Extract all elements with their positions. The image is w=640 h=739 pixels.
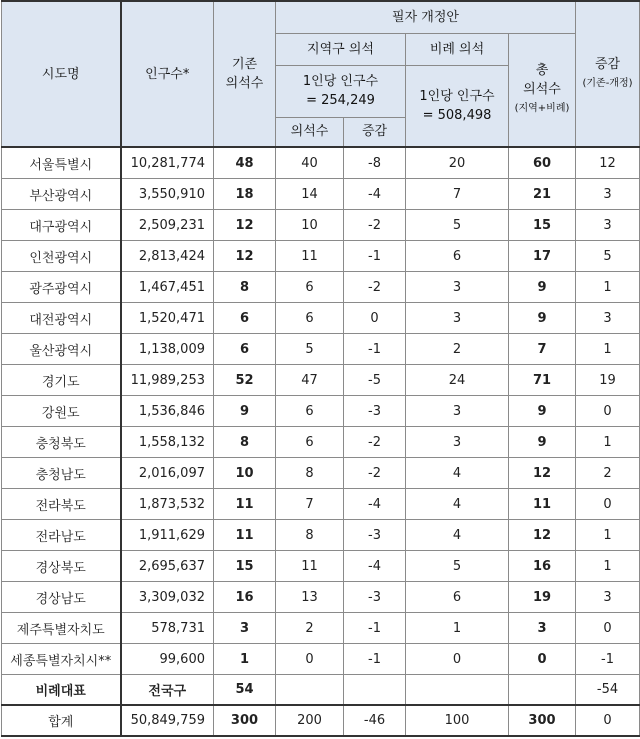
cell-region: 제주특별자치도	[2, 613, 121, 644]
cell-total-seats: 7	[509, 334, 576, 365]
cell-district-seats: 13	[276, 582, 344, 613]
cell-proportional-seats: 0	[406, 644, 509, 675]
cell-population: 1,520,471	[121, 303, 214, 334]
header-net-change: 증감 (기존-개정)	[576, 1, 640, 147]
cell-population: 1,536,846	[121, 396, 214, 427]
header-district-quota: 1인당 인구수 = 254,249	[276, 65, 406, 117]
cell-district-change: -3	[344, 396, 406, 427]
cell-net-change: 3	[576, 179, 640, 210]
cell-total-seats: 12	[509, 458, 576, 489]
cell-total-seats: 71	[509, 365, 576, 396]
cell-region: 인천광역시	[2, 241, 121, 272]
cell-total-seats: 17	[509, 241, 576, 272]
cell-existing-seats: 16	[214, 582, 276, 613]
cell-district-seats: 47	[276, 365, 344, 396]
cell-district-change: -4	[344, 179, 406, 210]
cell-district-change: -3	[344, 582, 406, 613]
table-row	[2, 334, 640, 365]
cell-district-change: -2	[344, 272, 406, 303]
cell-population: 10,281,774	[121, 147, 214, 179]
cell-population: 99,600	[121, 644, 214, 675]
cell-region: 충청북도	[2, 427, 121, 458]
cell-district-seats: 200	[276, 705, 344, 736]
cell-region: 울산광역시	[2, 334, 121, 365]
cell-existing-seats: 15	[214, 551, 276, 582]
cell-existing-seats: 300	[214, 705, 276, 736]
cell-existing-seats: 12	[214, 210, 276, 241]
cell-total-seats: 12	[509, 520, 576, 551]
cell-proportional-seats: 6	[406, 582, 509, 613]
cell-net-change: 1	[576, 551, 640, 582]
cell-district-seats: 6	[276, 396, 344, 427]
header-seats: 의석수	[276, 117, 344, 147]
cell-net-change: 12	[576, 147, 640, 179]
cell-region: 광주광역시	[2, 272, 121, 303]
cell-district-change: -4	[344, 551, 406, 582]
cell-empty	[509, 675, 576, 706]
cell-district-seats: 6	[276, 303, 344, 334]
cell-population: 3,309,032	[121, 582, 214, 613]
cell-existing-seats: 9	[214, 396, 276, 427]
table-row	[2, 210, 640, 241]
cell-net-change: 0	[576, 489, 640, 520]
cell-proportional-seats: 20	[406, 147, 509, 179]
cell-district-change: -2	[344, 458, 406, 489]
cell-existing-seats: 6	[214, 303, 276, 334]
cell-district-seats: 6	[276, 272, 344, 303]
cell-region: 전라남도	[2, 520, 121, 551]
cell-district-seats: 6	[276, 427, 344, 458]
header-existing-seats: 기존 의석수	[214, 1, 276, 147]
cell-existing-seats: 54	[214, 675, 276, 706]
cell-region: 부산광역시	[2, 179, 121, 210]
cell-net-change: 0	[576, 705, 640, 736]
cell-district-change: 0	[344, 303, 406, 334]
cell-district-change: -1	[344, 241, 406, 272]
cell-proportional-seats: 5	[406, 210, 509, 241]
cell-population: 1,467,451	[121, 272, 214, 303]
cell-population: 1,138,009	[121, 334, 214, 365]
cell-net-change: 1	[576, 427, 640, 458]
header-proposal: 필자 개정안	[276, 1, 576, 33]
cell-net-change: 0	[576, 613, 640, 644]
cell-proportional-seats: 3	[406, 272, 509, 303]
cell-population: 2,509,231	[121, 210, 214, 241]
cell-net-change: 19	[576, 365, 640, 396]
cell-net-change: 1	[576, 334, 640, 365]
cell-district-change: -1	[344, 644, 406, 675]
cell-total-seats: 9	[509, 272, 576, 303]
cell-region: 대전광역시	[2, 303, 121, 334]
cell-district-seats: 11	[276, 241, 344, 272]
cell-district-change: -2	[344, 210, 406, 241]
cell-total-seats: 9	[509, 303, 576, 334]
cell-district-change: -1	[344, 334, 406, 365]
cell-district-change: -4	[344, 489, 406, 520]
cell-total-seats: 11	[509, 489, 576, 520]
table-row	[2, 551, 640, 582]
cell-population: 1,558,132	[121, 427, 214, 458]
cell-existing-seats: 8	[214, 427, 276, 458]
cell-existing-seats: 1	[214, 644, 276, 675]
cell-district-seats: 0	[276, 644, 344, 675]
cell-district-change: -46	[344, 705, 406, 736]
cell-district-seats: 11	[276, 551, 344, 582]
cell-total-seats: 16	[509, 551, 576, 582]
header-proportional: 비례 의석	[406, 33, 509, 65]
cell-net-change: 3	[576, 582, 640, 613]
header-change: 증감	[344, 117, 406, 147]
cell-region: 경상북도	[2, 551, 121, 582]
table-row	[2, 427, 640, 458]
cell-net-change: -54	[576, 675, 640, 706]
cell-district-seats: 10	[276, 210, 344, 241]
table-row	[2, 303, 640, 334]
table-row	[2, 582, 640, 613]
cell-existing-seats: 48	[214, 147, 276, 179]
table-row	[2, 458, 640, 489]
cell-region: 서울특별시	[2, 147, 121, 179]
cell-population: 전국구	[121, 675, 214, 706]
cell-district-change: -3	[344, 520, 406, 551]
cell-region: 전라북도	[2, 489, 121, 520]
table-row	[2, 241, 640, 272]
cell-net-change: 3	[576, 210, 640, 241]
cell-district-seats: 14	[276, 179, 344, 210]
table-row	[2, 147, 640, 179]
cell-existing-seats: 3	[214, 613, 276, 644]
cell-proportional-seats: 3	[406, 303, 509, 334]
cell-empty	[344, 675, 406, 706]
cell-proportional-seats: 3	[406, 396, 509, 427]
cell-total-seats: 9	[509, 396, 576, 427]
cell-existing-seats: 12	[214, 241, 276, 272]
cell-region: 충청남도	[2, 458, 121, 489]
proportional-row	[2, 675, 640, 706]
cell-existing-seats: 52	[214, 365, 276, 396]
cell-district-change: -5	[344, 365, 406, 396]
cell-proportional-seats: 3	[406, 427, 509, 458]
cell-existing-seats: 6	[214, 334, 276, 365]
header-prop-quota: 1인당 인구수 = 508,498	[406, 65, 509, 147]
cell-population: 3,550,910	[121, 179, 214, 210]
cell-net-change: 2	[576, 458, 640, 489]
cell-net-change: 0	[576, 396, 640, 427]
cell-region: 합계	[2, 705, 121, 736]
cell-total-seats: 19	[509, 582, 576, 613]
cell-district-seats: 8	[276, 520, 344, 551]
cell-proportional-seats: 6	[406, 241, 509, 272]
cell-existing-seats: 11	[214, 489, 276, 520]
table-row	[2, 644, 640, 675]
cell-existing-seats: 18	[214, 179, 276, 210]
cell-total-seats: 300	[509, 705, 576, 736]
cell-population: 2,813,424	[121, 241, 214, 272]
header-population: 인구수*	[121, 1, 214, 147]
cell-empty	[276, 675, 344, 706]
cell-region: 대구광역시	[2, 210, 121, 241]
cell-total-seats: 0	[509, 644, 576, 675]
cell-empty	[406, 675, 509, 706]
cell-district-seats: 7	[276, 489, 344, 520]
cell-population: 2,695,637	[121, 551, 214, 582]
cell-total-seats: 15	[509, 210, 576, 241]
cell-district-change: -1	[344, 613, 406, 644]
cell-proportional-seats: 5	[406, 551, 509, 582]
cell-region: 경상남도	[2, 582, 121, 613]
cell-existing-seats: 8	[214, 272, 276, 303]
cell-net-change: 1	[576, 272, 640, 303]
cell-net-change: -1	[576, 644, 640, 675]
cell-net-change: 3	[576, 303, 640, 334]
cell-total-seats: 3	[509, 613, 576, 644]
header-total-seats: 총 의석수 (지역+비례)	[509, 33, 576, 147]
header-district: 지역구 의석	[276, 33, 406, 65]
cell-population: 50,849,759	[121, 705, 214, 736]
table-row	[2, 179, 640, 210]
cell-net-change: 1	[576, 520, 640, 551]
table-row	[2, 272, 640, 303]
cell-district-seats: 2	[276, 613, 344, 644]
cell-proportional-seats: 2	[406, 334, 509, 365]
cell-total-seats: 60	[509, 147, 576, 179]
cell-population: 1,911,629	[121, 520, 214, 551]
cell-region: 세종특별자치시**	[2, 644, 121, 675]
table-row	[2, 396, 640, 427]
cell-region: 강원도	[2, 396, 121, 427]
cell-existing-seats: 11	[214, 520, 276, 551]
cell-population: 578,731	[121, 613, 214, 644]
cell-proportional-seats: 4	[406, 520, 509, 551]
cell-district-seats: 40	[276, 147, 344, 179]
seat-table	[1, 0, 640, 737]
cell-district-change: -8	[344, 147, 406, 179]
cell-proportional-seats: 100	[406, 705, 509, 736]
cell-district-change: -2	[344, 427, 406, 458]
cell-population: 1,873,532	[121, 489, 214, 520]
cell-population: 2,016,097	[121, 458, 214, 489]
table-row	[2, 365, 640, 396]
cell-region: 비례대표	[2, 675, 121, 706]
table-row	[2, 520, 640, 551]
header-region: 시도명	[2, 1, 121, 147]
total-row	[2, 705, 640, 736]
cell-population: 11,989,253	[121, 365, 214, 396]
cell-net-change: 5	[576, 241, 640, 272]
table-row	[2, 613, 640, 644]
cell-region: 경기도	[2, 365, 121, 396]
table-row	[2, 489, 640, 520]
cell-total-seats: 9	[509, 427, 576, 458]
cell-district-seats: 5	[276, 334, 344, 365]
cell-proportional-seats: 24	[406, 365, 509, 396]
cell-proportional-seats: 1	[406, 613, 509, 644]
cell-proportional-seats: 7	[406, 179, 509, 210]
cell-district-seats: 8	[276, 458, 344, 489]
cell-total-seats: 21	[509, 179, 576, 210]
cell-existing-seats: 10	[214, 458, 276, 489]
cell-proportional-seats: 4	[406, 489, 509, 520]
cell-proportional-seats: 4	[406, 458, 509, 489]
